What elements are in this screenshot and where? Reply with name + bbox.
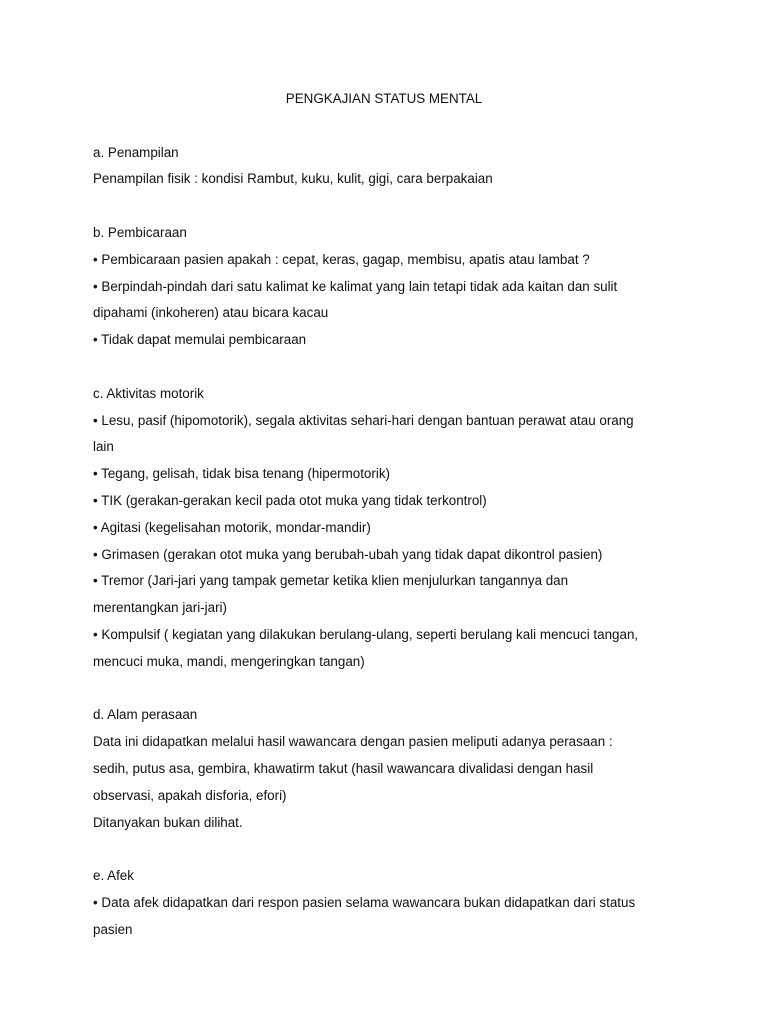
section-line: Penampilan fisik : kondisi Rambut, kuku, kulit, gigi, cara berpakaian: [93, 171, 493, 187]
section-pembicaraan: [93, 220, 668, 354]
section-line: • Grimasen (gerakan otot muka yang berubah-ubah yang tidak dapat dikontrol pasien): [93, 546, 603, 562]
spacer: [93, 836, 668, 863]
section-heading: b. Pembicaraan: [93, 224, 187, 240]
section-heading: d. Alam perasaan: [93, 707, 198, 723]
section-line: Ditanyakan bukan dilihat.: [93, 814, 243, 830]
section-line: • Tidak dapat memulai pembicaraan: [93, 332, 307, 348]
section-line: • TIK (gerakan-gerakan kecil pada otot muka yang tidak terkontrol): [93, 492, 487, 508]
section-line: Data ini didapatkan melalui hasil wawancara dengan pasien meliputi adanya perasaan :: [93, 734, 613, 750]
section-line: mencuci muka, mandi, mengeringkan tangan): [93, 653, 365, 669]
spacer: [93, 354, 668, 381]
section-line: • Pembicaraan pasien apakah : cepat, keras, gagap, membisu, apatis atau lambat ?: [93, 251, 590, 267]
section-line: observasi, apakah disforia, efori): [93, 787, 287, 803]
section-line: • Data afek didapatkan dari respon pasien selama wawancara bukan didapatkan dari status: [93, 894, 636, 910]
section-line: pasien: [93, 921, 133, 937]
section-line: • Tremor (Jari-jari yang tampak gemetar ketika klien menjulurkan tangannya dan: [93, 573, 569, 589]
section-heading: c. Aktivitas motorik: [93, 385, 204, 401]
section-alam-perasaan: [93, 702, 668, 836]
section-aktivitas-motorik: [93, 381, 668, 676]
section-line: • Kompulsif ( kegiatan yang dilakukan berulang-ulang, seperti berulang kali mencuci tangan,: [93, 626, 639, 642]
section-penampilan: [93, 140, 668, 194]
section-line: • Tegang, gelisah, tidak bisa tenang (hipermotorik): [93, 466, 390, 482]
section-heading: e. Afek: [93, 868, 134, 884]
section-heading: a. Penampilan: [93, 144, 179, 160]
section-line: merentangkan jari-jari): [93, 600, 227, 616]
spacer: [93, 193, 668, 220]
section-afek: [93, 863, 668, 943]
section-line: • Berpindah-pindah dari satu kalimat ke kalimat yang lain tetapi tidak ada kaitan dan sulit: [93, 278, 618, 294]
section-line: • Lesu, pasif (hipomotorik), segala aktivitas sehari-hari dengan bantuan perawat atau orang: [93, 412, 634, 428]
spacer: [93, 676, 668, 703]
section-line: sedih, putus asa, gembira, khawatirm takut (hasil wawancara divalidasi dengan hasil: [93, 760, 594, 776]
document-title: PENGKAJIAN STATUS MENTAL: [285, 91, 483, 106]
spacer: [93, 113, 668, 140]
section-line: dipahami (inkoheren) atau bicara kacau: [93, 305, 329, 321]
section-line: • Agitasi (kegelisahan motorik, mondar-mandir): [93, 519, 371, 535]
section-line: lain: [93, 439, 114, 455]
